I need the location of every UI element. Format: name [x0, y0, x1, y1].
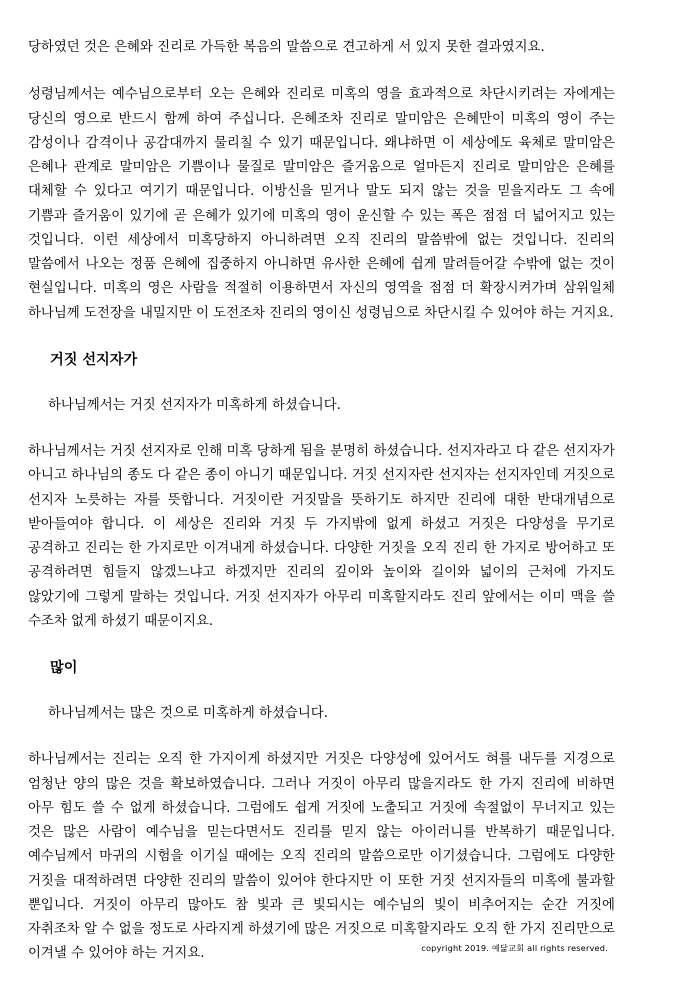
- copyright-footer: copyright 2019. 예닮교회 all rights reserved.: [421, 943, 608, 953]
- paragraph-many: 하나님께서는 진리는 오직 한 가지이게 하셨지만 거짓은 다양성에 있어서도 혀를 내두를 지경으로 엄청난 양의 많은 것을 확보하였습니다. 그러나 거짓이 아무리 많을지라도 한 가지 진리에 비하면 아무 힘도 쓸 수 없게 하셨습니다. 그럼에도 쉽게 거짓에 노출되고 거짓에 속절없이 무너지고 있는 것은 많은 사람이 예수님을 믿는다면서도 진리를 믿지 않는 아이러니를 반복하기 때문입니다. 예수님께서 마귀의 시험을 이기실 때에는 오직 진리의 말씀으로만 이기셨습니다. 그럼에도 다양한 거짓을 대적하려면 다양한 진리의 말씀이 있어야 한다지만 이 또한 거짓 선지자들의 미혹에 불과할 뿐입니다. 거짓이 아무리 많아도 참 빛과 큰 빛되시는 예수님의 빛이 비추어지는 순간 거짓에 자취조차 알 수 없을 정도로 사라지게 하셨기에 많은 거짓으로 미혹할지라도 오직 한 가지 진리만으로 이겨낼 수 있어야 하는 거지요.: [28, 752, 615, 962]
- paragraph-intro-tail: 당하였던 것은 은혜와 진리로 가득한 복음의 말씀으로 견고하게 서 있지 못한 결과였지요.: [28, 40, 545, 55]
- section-gap: [28, 326, 615, 348]
- paragraph-gap: [28, 726, 615, 748]
- document-body: [28, 36, 615, 967]
- section-heading-many: 많이: [50, 660, 78, 676]
- section-gap: [28, 372, 615, 394]
- section-lead-false-prophet: 하나님께서는 거짓 선지자가 미혹하게 하셨습니다.: [48, 397, 341, 413]
- paragraph-holy-spirit: 성령님께서는 예수님으로부터 오는 은혜와 진리로 미혹의 영을 효과적으로 차단시키려는 자에게는 당신의 영으로 반드시 함께 하여 주십니다. 은혜조차 진리로 말미암은 은혜만이 미혹의 영이 주는 감성이나 감격이나 공감대까지 물리칠 수 있기 때문입니다. 왜냐하면 이 세상에도 육체로 말미암은 은혜나 관계로 말미암은 기쁨이나 물질로 말미암은 즐거움으로 얼마든지 진리로 말미암은 은혜를 대체할 수 있다고 여기기 때문입니다. 이방신을 믿거나 말도 되지 않는 것을 믿을지라도 그 속에 기쁨과 즐거움이 있기에 곧 은혜가 있기에 미혹의 영이 운신할 수 있는 폭은 점점 더 넓어지고 있는 것입니다. 이런 세상에서 미혹당하지 아니하려면 오직 진리의 말씀밖에 없는 것입니다. 진리의 말씀에서 나오는 정품 은혜에 집중하지 아니하면 유사한 은혜에 쉽게 말려들어갈 수밖에 없는 것이 현실입니다. 미혹의 영은 사람을 적절히 이용하면서 자신의 영역을 점점 더 확장시켜가며 삼위일체 하나님께 도전장을 내밀지만 이 도전조차 진리의 영이신 성령님으로 차단시킬 수 있어야 하는 거지요.: [28, 87, 615, 321]
- section-gap: [28, 634, 615, 656]
- section-lead-many: 하나님께서는 많은 것으로 미혹하게 하셨습니다.: [48, 706, 328, 721]
- paragraph-gap: [28, 60, 615, 83]
- section-heading-false-prophet: 거짓 선지자가: [50, 351, 138, 368]
- paragraph-false-prophet: 하나님께서는 거짓 선지자로 인해 미혹 당하게 됨을 분명히 하셨습니다. 선지자라고 다 같은 선지자가 아니고 하나님의 종도 다 같은 종이 아니기 때문입니다. 거짓 선지자란 선지자는 선지자인데 거짓으로 선지자 노릇하는 자를 뜻합니다. 거짓이란 거짓말을 뜻하기도 하지만 진리에 대한 반대개념으로 받아들여야 합니다. 이 세상은 진리와 거짓 두 가지밖에 없게 하셨고 거짓은 다양성을 무기로 공격하고 진리는 한 가지로만 이겨내게 하셨습니다. 다양한 거짓을 오직 진리 한 가지로 방어하고 또 공격하려면 힘들지 않겠느냐고 하겠지만 진리의 깊이와 높이와 길이와 넓이의 근처에 가지도 않았기에 그렇게 말하는 것입니다. 거짓 선지자가 아무리 미혹할지라도 진리 앞에서는 이미 맥을 쓸 수조차 없게 하셨기 때문이지요.: [28, 444, 615, 629]
- section-gap: [28, 680, 615, 702]
- paragraph-gap: [28, 418, 615, 440]
